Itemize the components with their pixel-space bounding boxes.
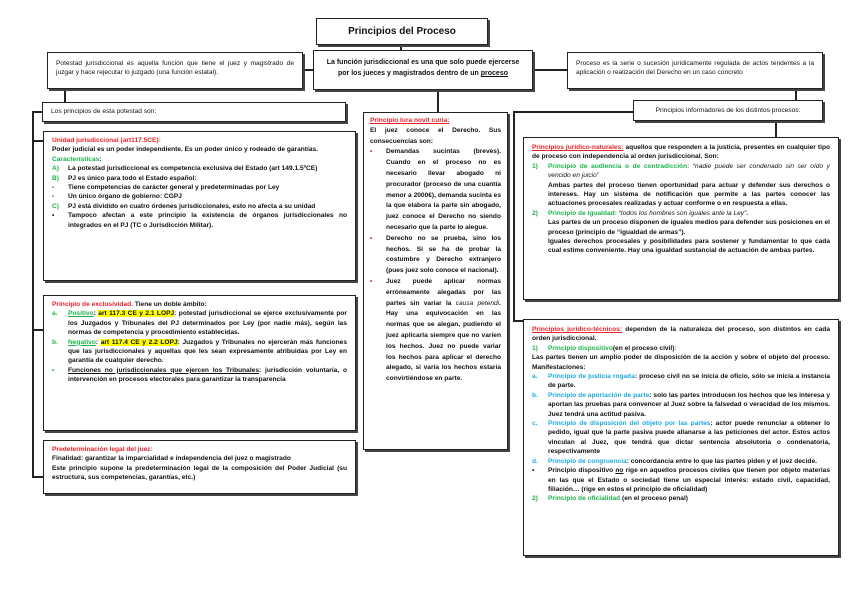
list-item: [52, 211, 347, 230]
legal-ref: art 117.4 CE y 2.2 LOPJ: [100, 338, 178, 346]
unidad-intro: Poder judicial es un poder independiente. Es un poder único y rodeado de garantías.: [52, 146, 318, 154]
connector: [437, 90, 439, 112]
marker: -: [52, 193, 55, 201]
predet-text: Este principio supone la predeterminación legal de la composición del Poder Judicial (su estructura, sus competencias, garantías, etc.): [52, 464, 347, 482]
item-text: PJ está dividido en cuatro órdenes jurisdiccionales, esto no afecta a su unidad: [68, 202, 316, 210]
center-definition: [313, 50, 533, 90]
marker: b.: [52, 338, 58, 346]
list-item: [532, 162, 830, 181]
marker: b.: [532, 391, 538, 399]
item-text: PJ es único para todo el Estado español:: [68, 174, 197, 182]
item-label: Principio de disposición del objeto por las partes: [548, 420, 711, 428]
item-text: : solo las partes introducen los hechos que les interesa y aportan las pruebas para convencer al Juez sobre la falsedad o veracidad de los mismos. Juez tendrá una actitud pasiva.: [548, 391, 830, 418]
marker: •: [370, 148, 373, 156]
colon: :: [674, 344, 677, 352]
period: .: [746, 209, 749, 217]
positivo-label: Positivo: [68, 310, 94, 318]
principle-label: Principio de oficialidad: [548, 495, 621, 503]
exclusividad-intro: Tiene un doble ámbito:: [132, 301, 207, 308]
marker: •: [370, 234, 373, 242]
list-item: [532, 466, 830, 494]
connector: [775, 121, 777, 138]
list-item: [52, 164, 347, 173]
exclusividad-title: Principio de exclusividad.: [52, 301, 133, 308]
tecnicos-intro: dependen de la naturaleza del proceso, son distintos en cada orden jurisdiccional.: [532, 326, 830, 343]
principle-scope: (en el proceso penal): [620, 495, 688, 503]
item-label: Funciones no jurisdiccionales que ejercen los Tribunales: [68, 366, 260, 374]
item-text: Tiene competencias de carácter general y predeterminadas por Ley: [68, 184, 280, 192]
list-item: [52, 192, 347, 201]
item-text: Demandas sucintas (breves). Cuando en el proceso no es necesario llevar abogado ni procurador (proceso de una cuantía menor a 2000€), demanda sucinta es la que elabora la parte sin abogado, juez conoce el Derecho no siendo necesario que la parte lo alegue.: [386, 148, 501, 231]
proceso-link: proceso: [480, 70, 508, 77]
item-text: : Juzgados y Tribunales no ejercerán más funciones que las jurisdiccionales y aquellas que les sean expresamente atribuidas por Ley en garantía de cualquier derecho.: [68, 338, 347, 365]
iura-box: [363, 112, 508, 450]
title-text: Principios del Proceso: [348, 26, 456, 37]
legal-ref: art 117.3 CE y 2.1 LOPJ: [98, 310, 175, 318]
marker: -: [52, 184, 55, 192]
item-label: Principio de congruencia: [548, 457, 627, 465]
item-label: Principio de justicia rogada: [548, 373, 635, 381]
list-item: [370, 234, 501, 277]
emphasis: no: [615, 467, 624, 475]
left-header-text: Los principios de esta potestad son:: [51, 108, 157, 115]
list-item: [532, 457, 830, 466]
list-item: [52, 183, 347, 192]
list-item: [532, 391, 830, 419]
left-def-text: Potestad jurisdiccional es aquella función que tiene el juez y magistrado de juzgar y hace rejecutar lo juzgado (una función estatal).: [56, 60, 294, 77]
item-text: Derecho no se prueba, sino los hechos. Si se ha de probar la costumbre y Derecho extranjero (pues juez solo conoce el nacional).: [386, 234, 501, 275]
left-definition: [47, 52, 303, 89]
marker: •: [370, 277, 373, 285]
item-text: : potestad jurisdiccional se ejerce exclusivamente por los Juzgados y Tribunales del PJ determinados por Ley (por nadie más), según las normas de competencia y procedimiento establecidas.: [68, 310, 348, 337]
marker: A): [52, 165, 59, 173]
list-item: [532, 372, 830, 391]
connector: [32, 111, 34, 478]
item-text: : jurisdicción voluntaria, o intervención en procesos electorales para garantizar la transparencia: [68, 366, 347, 384]
marker: a.: [52, 310, 58, 318]
marker: a.: [532, 373, 538, 381]
list-item: [370, 277, 501, 385]
marker: B): [52, 174, 59, 182]
marker: 1): [532, 344, 538, 352]
dispositivo-text: Las partes tienen un amplio poder de disposición de la acción y sobre el objeto del proceso. Manifestaciones:: [532, 354, 830, 371]
item-text: rige en aquellos procesos civiles que tienen por objeto materias en las que el Estado o sociedad tiene un especial interés: estado civil, capacidad, filiación… (rige en estos el principio de oficialidad): [548, 467, 830, 493]
list-item: [532, 344, 830, 353]
principle-text: Ambas partes del proceso tienen oportunidad para actuar y defender sus derechos o intereses. Hay un sistema de notificación que permite a las partes conocer las actuaciones procesales realizadas y actuar conforme o en respuesta a ellas.: [548, 181, 830, 208]
list-item: [52, 174, 347, 183]
item-text: . Hay una equivocación en las normas que se alegan, pudiendo el juez aplicarla siempre que no varíen los hechos. Juez no puede variar los hechos para aplicar el derecho alegado, si varía los hechos estaría convirtiéndose en parte.: [386, 299, 501, 383]
naturales-box: [523, 137, 839, 300]
item-text: : concordancia entre lo que las partes piden y el juez decide.: [626, 457, 817, 465]
list-item: a. Positivo: art 117.3 CE y 2.1 LOPJ: potestad jurisdiccional se ejerce exclusivamente por los Juzgados y Tribunales del PJ determinados por Ley (por nadie más), según las normas de competencia y procedimiento establecidas.: [52, 310, 348, 337]
marker: •: [52, 212, 55, 220]
item-text: Juez puede aplicar normas erróneamente alegadas por las partes sin variar la: [386, 277, 501, 307]
connector: [64, 88, 66, 103]
quote: “todos los hombres son iguales ante la Ley”: [618, 209, 747, 217]
item-text: : actor puede renunciar a obtener lo pedido, igual que la parte pasiva puede allanarse a las peticiones del actor. Estos actos vinculan al Juez, que tendrá que dictar sentencia absolutoria o condenatoria, respectivamente: [548, 420, 830, 456]
right-def-text: Proceso es la serie o sucesión jurídicamente regulada de actos tendentes a la aplicación o realización del Derecho en un caso concreto: [576, 60, 814, 77]
iura-title: Principio Iura novit curia:: [370, 117, 450, 124]
item-text: La potestad jurisdiccional es competencia exclusiva del Estado (art 149.1.5ºCE): [68, 165, 318, 173]
marker: c.: [532, 420, 538, 428]
exclusividad-box: [43, 295, 356, 431]
naturales-title: Principios jurídico-naturales:: [532, 144, 624, 151]
list-item: [370, 147, 501, 233]
item-text: Un único órgano de gobierno: CGPJ: [68, 193, 182, 201]
principle-label: Principio de audiencia o de contradicción:: [548, 162, 693, 170]
marker: C): [52, 202, 59, 210]
predet-title: Predeterminación legal del juez:: [52, 446, 153, 453]
marker: d.: [532, 457, 538, 465]
negativo-label: Negativo: [68, 338, 96, 346]
connector: [532, 69, 568, 71]
caracteristicas-label: Características: [52, 155, 100, 163]
principle-label: Principio de igualdad:: [548, 209, 619, 217]
list-item: [532, 209, 830, 218]
connector: [513, 111, 634, 113]
page-title: [316, 18, 488, 45]
list-item: b. Negativo: art 117.4 CE y 2.2 LOPJ: Juzgados y Tribunales no ejercerán más funciones que las jurisdiccionales y aquellas que les sean expresamente atribuidas por Ley en garantía de cualquier derecho.: [52, 338, 347, 365]
list-item: [532, 419, 830, 457]
naturales-intro: aquellos que responden a la justicia, presentes en cualquier tipo de proceso con independencia al orden jurisdiccional. Son:: [532, 144, 831, 161]
item-text: Tampoco afectan a este principio la existencia de órganos jurisdiccionales no integrados en el PJ (TC o Jurisdicción Militar).: [68, 212, 347, 229]
unidad-title: Unidad jurisdiccional (art117.5CE):: [52, 137, 161, 144]
right-definition: [567, 52, 823, 89]
list-item: [52, 202, 347, 211]
list-item: [52, 366, 347, 385]
right-header: [633, 100, 823, 121]
iura-intro: El juez conoce el Derecho. Sus consecuencias son:: [370, 127, 501, 146]
marker: 2): [532, 495, 538, 503]
principle-text: Las partes de un proceso disponen de iguales medios para defender sus posiciones en el proceso (principio de “igualdad de armas”).: [548, 219, 830, 236]
marker: 1): [532, 162, 538, 170]
list-item: [532, 494, 830, 503]
marker: •: [52, 366, 55, 374]
item-text: Principio dispositivo: [548, 467, 616, 475]
tecnicos-title: Principios jurídico-técnicos:: [532, 326, 623, 333]
colon: :: [99, 155, 102, 163]
principle-scope: (en el proceso civil): [612, 344, 675, 352]
item-label: Principio de aportación de parte: [548, 391, 650, 399]
right-header-text: Principios informadores de los distintos procesos:: [655, 107, 801, 114]
predeterminacion-box: [43, 440, 356, 494]
marker: 2): [532, 209, 538, 217]
principle-text: Iguales derechos procesales y posibilidades para sostener y fundamentar lo que cada cual estime conveniente. Hay una igualdad sustancial de actuación de ambas partes.: [548, 238, 830, 255]
item-text: : proceso civil no se inicia de oficio, sólo se inicia a instancia de parte.: [548, 373, 831, 390]
quote: “nadie puede ser condenado sin ser oído y vencido en juicio”: [548, 162, 830, 180]
left-header: [42, 102, 346, 122]
tecnicos-box: [523, 319, 839, 556]
unidad-box: [43, 131, 356, 281]
causa-petendi: causa petendi: [455, 299, 500, 307]
connector: [513, 111, 515, 322]
principle-label: Principio dispositivo: [548, 344, 613, 352]
marker: •: [532, 467, 535, 475]
center-text: La función jurisdiccional es una que solo puede ejercerse por los jueces y magistrados dentro de un: [326, 59, 520, 77]
predet-text: Finalidad: garantizar la imparcialidad e independencia del juez o magistrado: [52, 455, 291, 463]
